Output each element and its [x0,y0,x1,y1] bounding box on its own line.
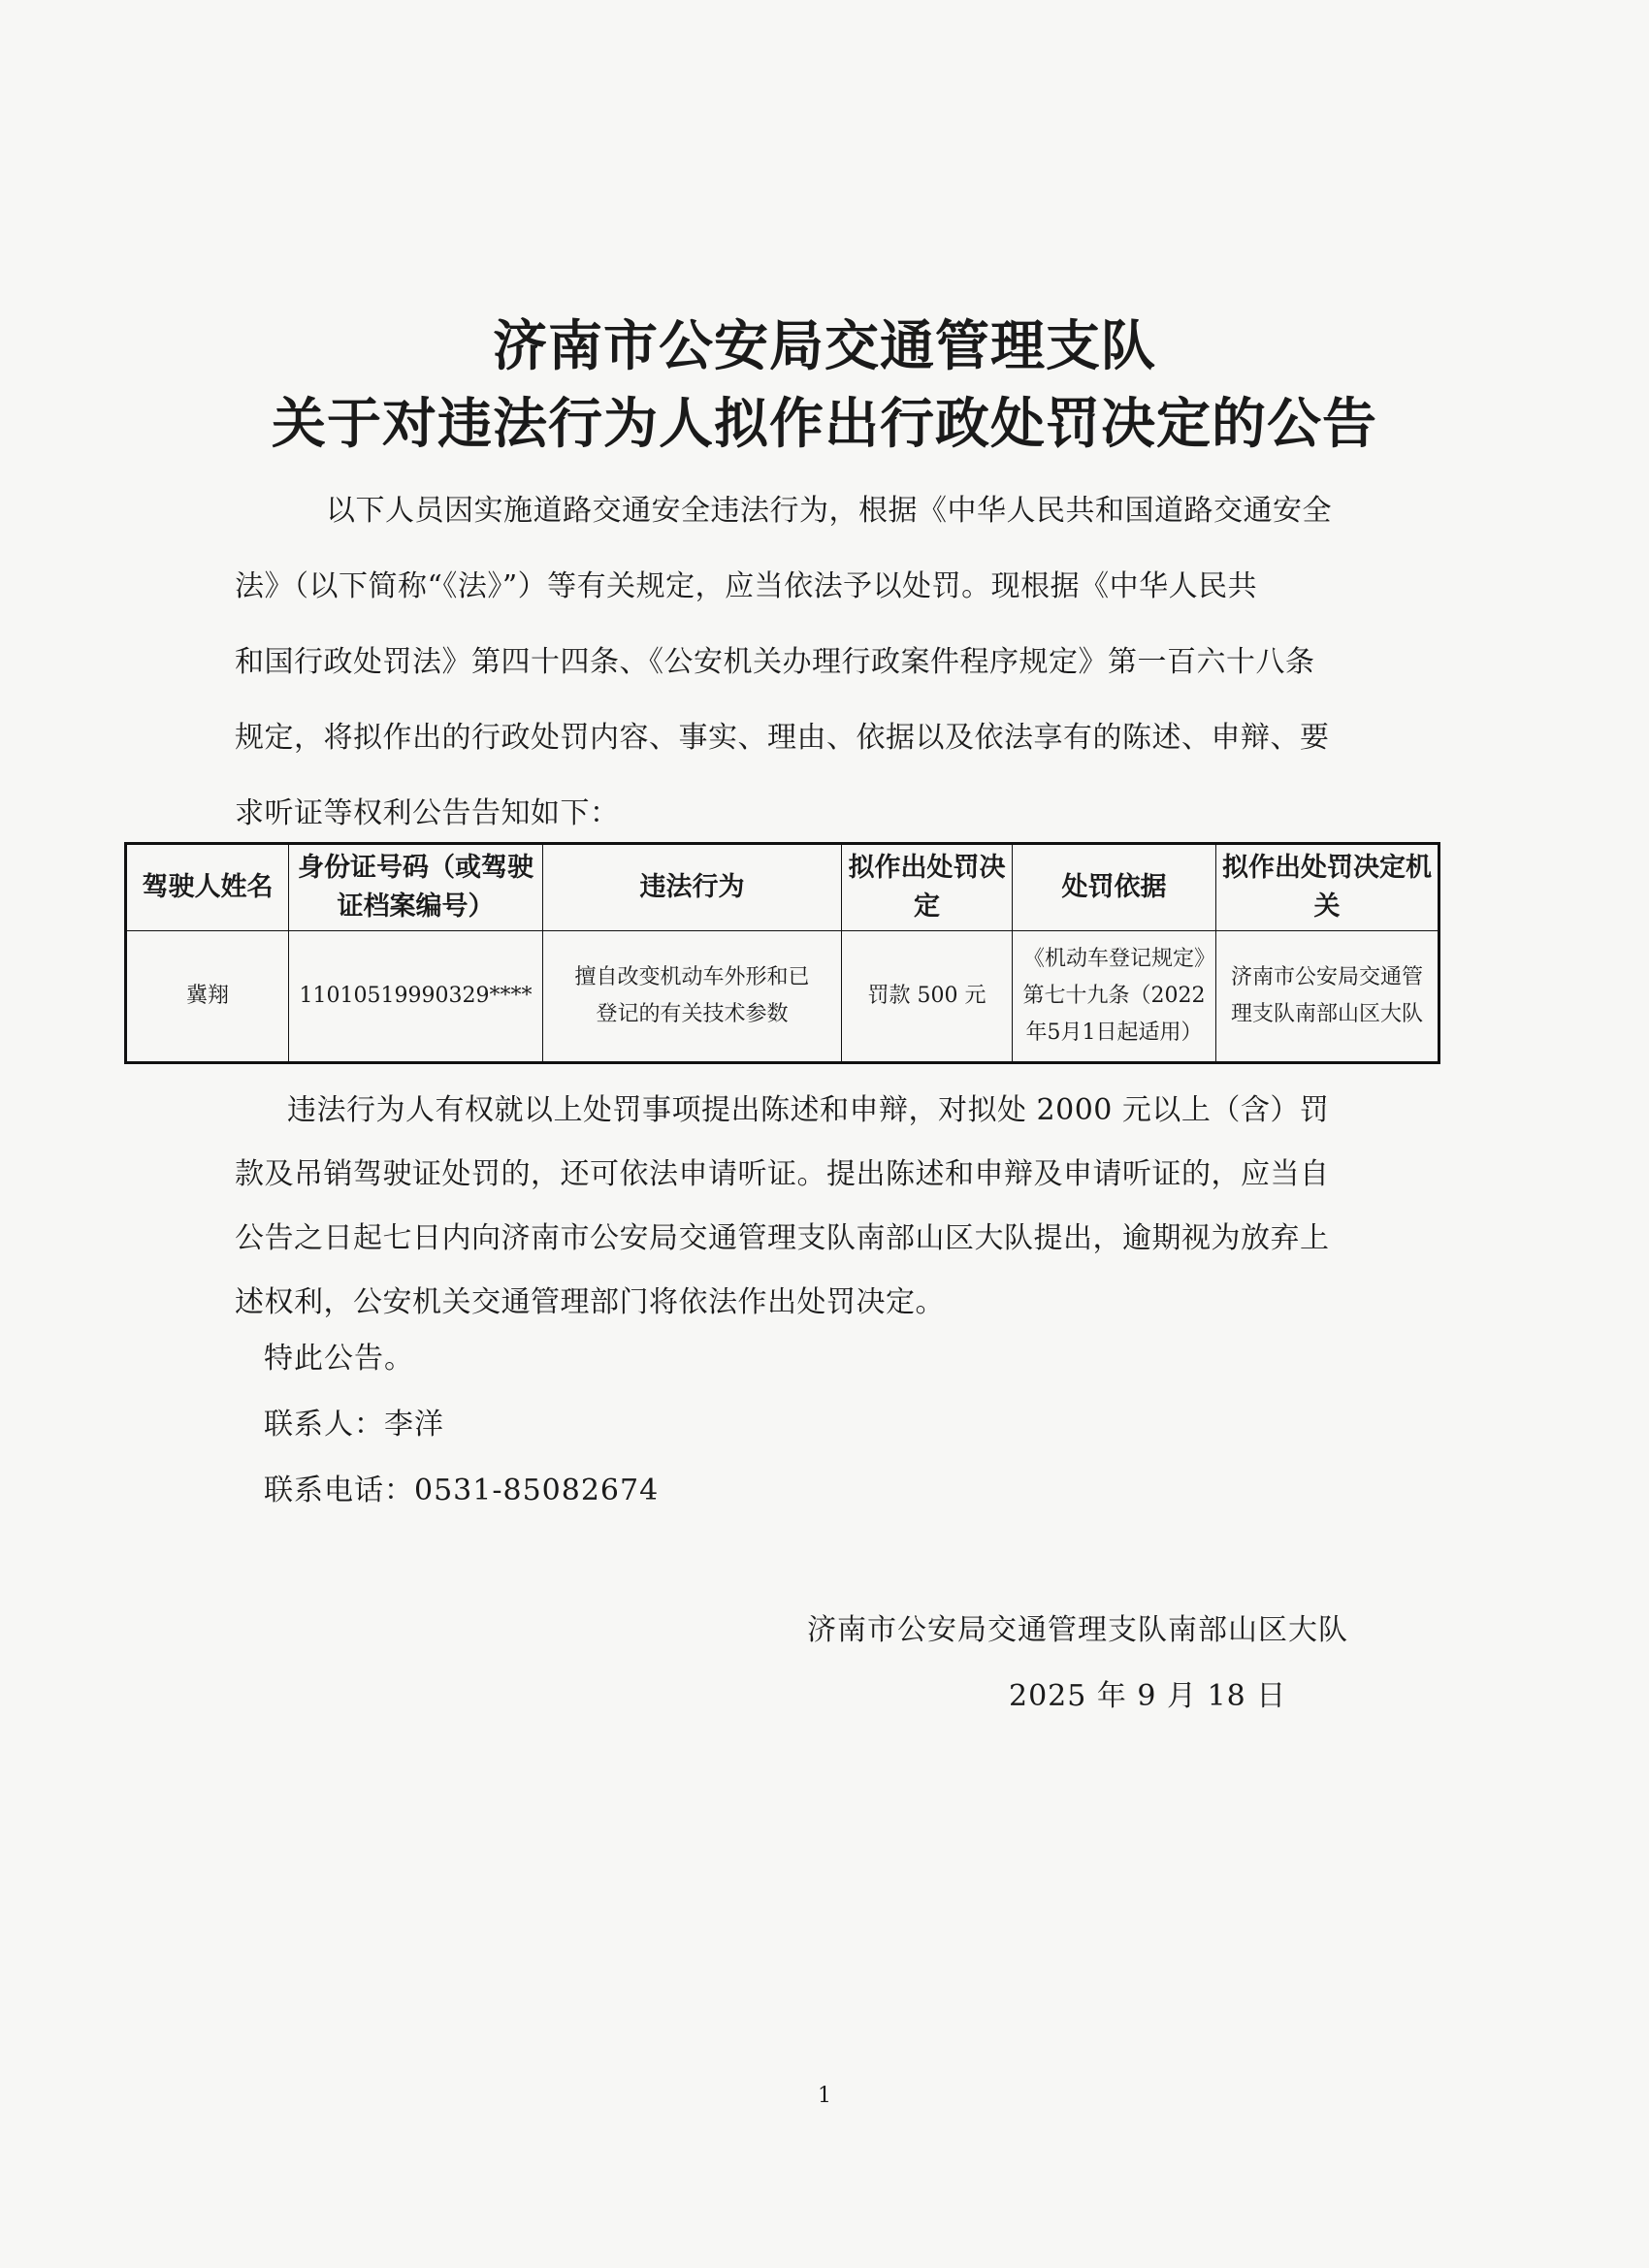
intro-line: 法》（以下简称“《法》”）等有关规定，应当依法予以处罚。现根据《中华人民共 [235,569,1258,603]
cell-driver-name: 冀翔 [126,931,289,1063]
document-title-line2: 关于对违法行为人拟作出行政处罚决定的公告 [272,393,1377,456]
closing-text: 特此公告。 [264,1342,414,1376]
header-penalty: 拟作出处罚决定 [842,844,1013,931]
cell-authority: 济南市公安局交通管理支队南部山区大队 [1216,931,1439,1063]
cell-basis: 《机动车登记规定》第七十九条（2022年5月1日起适用） [1013,931,1216,1063]
penalty-table [124,842,1440,1064]
intro-line: 和国行政处罚法》第四十四条、《公安机关办理行政案件程序规定》第一百六十八条 [235,645,1315,679]
intro-line: 规定，将拟作出的行政处罚内容、事实、理由、依据以及依法享有的陈述、申辩、要 [235,721,1330,755]
table-header-row [126,844,1439,931]
signature-org: 济南市公安局交通管理支队南部山区大队 [807,1613,1348,1647]
page-number: 1 [818,2084,831,2108]
cell-id-number: 11010519990329**** [289,931,543,1063]
notice-line: 违法行为人有权就以上处罚事项提出陈述和申辩，对拟处 2000 元以上（含）罚 [287,1093,1330,1127]
notice-line: 款及吊销驾驶证处罚的，还可依法申请听证。提出陈述和申辩及申请听证的，应当自 [235,1157,1330,1191]
header-basis: 处罚依据 [1013,844,1216,931]
document-title-line1: 济南市公安局交通管理支队 [493,315,1156,378]
notice-line: 公告之日起七日内向济南市公安局交通管理支队南部山区大队提出，逾期视为放弃上 [235,1221,1330,1255]
intro-line: 求听证等权利公告告知如下： [235,796,620,830]
contact-person: 联系人：李洋 [264,1408,444,1442]
notice-line: 述权利，公安机关交通管理部门将依法作出处罚决定。 [235,1285,945,1319]
header-authority: 拟作出处罚决定机关 [1216,844,1439,931]
contact-phone: 联系电话：0531-85082674 [264,1474,660,1507]
cell-penalty: 罚款 500 元 [842,931,1013,1063]
signature-date: 2025 年 9 月 18 日 [1009,1679,1287,1713]
cell-violation: 擅自改变机动车外形和已登记的有关技术参数 [543,931,842,1063]
header-violation: 违法行为 [543,844,842,931]
header-id-number: 身份证号码（或驾驶证档案编号） [289,844,543,931]
table-row [126,931,1439,1063]
intro-line: 以下人员因实施道路交通安全违法行为，根据《中华人民共和国道路交通安全 [326,494,1332,528]
header-driver-name: 驾驶人姓名 [126,844,289,931]
